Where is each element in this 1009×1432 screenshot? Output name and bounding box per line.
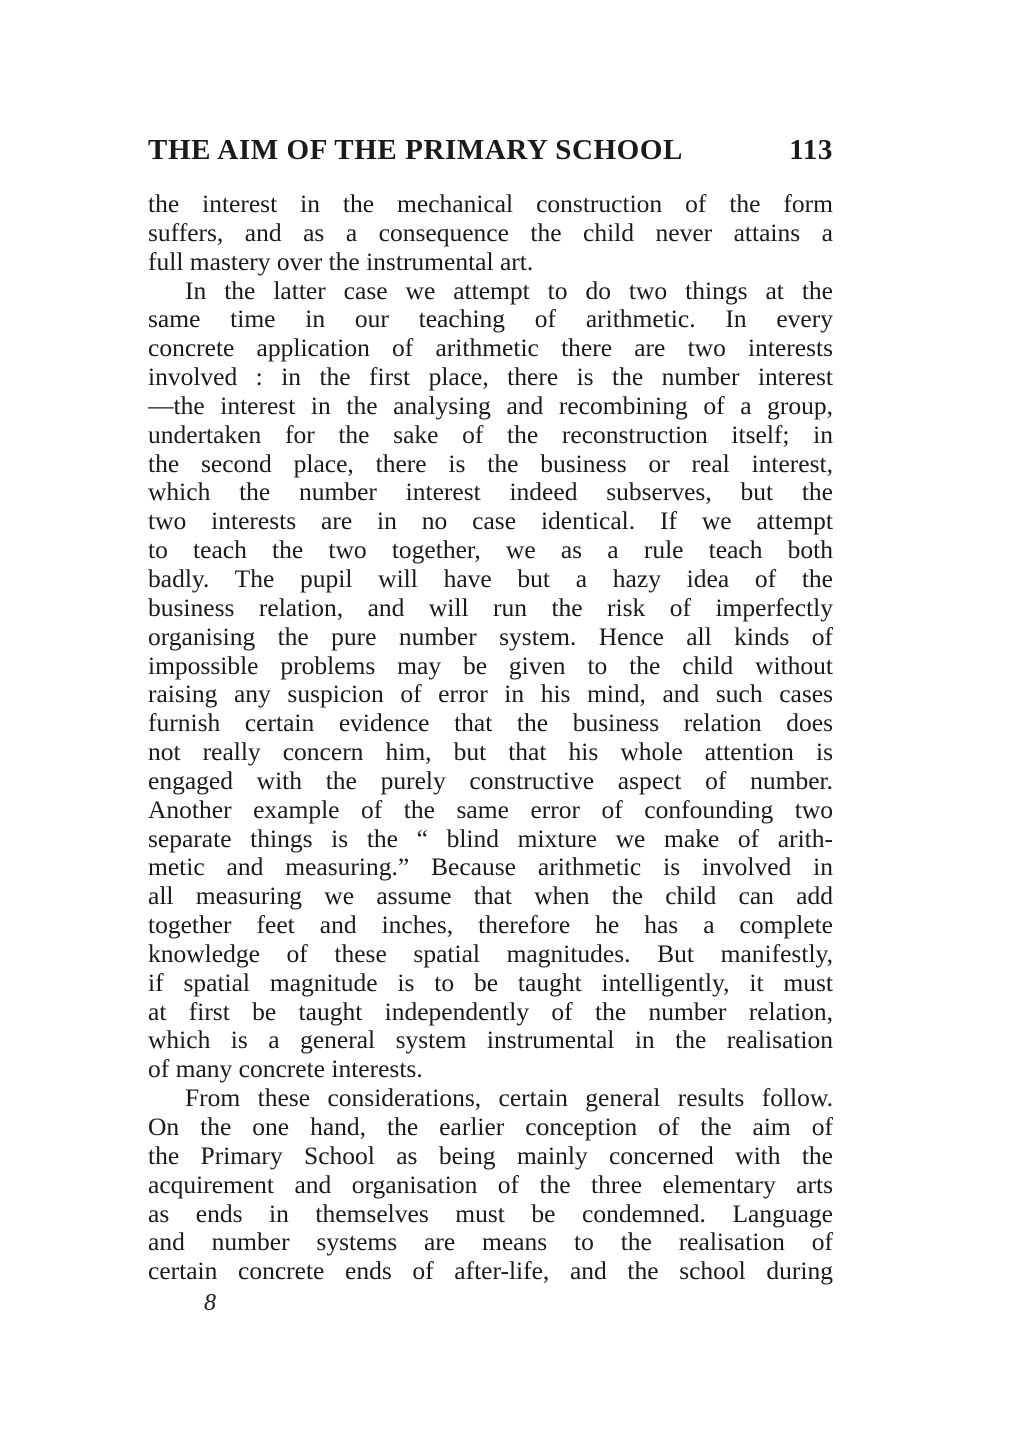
text-line: impossible problems may be given to the child without xyxy=(148,650,833,680)
text-line: the second place, there is the business or real interest, xyxy=(148,448,833,478)
text-line: badly. The pupil will have but a hazy idea of the xyxy=(148,563,833,593)
text-line: In the latter case we attempt to do two things at the xyxy=(185,275,833,305)
signature-mark: 8 xyxy=(204,1290,216,1316)
text-line: business relation, and will run the risk of imperfectly xyxy=(148,592,833,622)
text-line: furnish certain evidence that the business relation does xyxy=(148,708,833,738)
text-line: to teach the two together, we as a rule teach both xyxy=(148,535,833,565)
text-line: engaged with the purely constructive aspect of number. xyxy=(148,765,833,795)
text-line: raising any suspicion of error in his mind, and such cases xyxy=(148,679,833,709)
text-line: if spatial magnitude is to be taught intelligently, it must xyxy=(148,967,833,997)
text-line: suffers, and as a consequence the child never attains a xyxy=(148,217,833,247)
text-line: same time in our teaching of arithmetic. In every xyxy=(148,304,833,334)
text-line: certain concrete ends of after-life, and the school during xyxy=(148,1256,833,1286)
text-line: together feet and inches, therefore he has a complete xyxy=(148,910,833,940)
page-number: 113 xyxy=(789,134,833,166)
text-line: involved : in the first place, there is the number interest xyxy=(148,362,833,392)
text-line: which is a general system instrumental in the realisation xyxy=(148,1025,833,1055)
text-line: From these considerations, certain general results follow. xyxy=(185,1083,833,1113)
running-header xyxy=(148,134,833,174)
text-line: not really concern him, but that his whole attention is xyxy=(148,737,833,767)
text-line: acquirement and organisation of the three elementary arts xyxy=(148,1169,833,1199)
text-line: metic and measuring.” Because arithmetic is involved in xyxy=(148,852,833,882)
text-line: undertaken for the sake of the reconstruction itself; in xyxy=(148,419,833,449)
text-line: at first be taught independently of the number relation, xyxy=(148,996,833,1026)
text-line: organising the pure number system. Hence all kinds of xyxy=(148,621,833,651)
text-line: full mastery over the instrumental art. xyxy=(148,246,534,276)
text-line: separate things is the “ blind mixture we make of arith- xyxy=(148,823,833,853)
text-line: and number systems are means to the realisation of xyxy=(148,1227,833,1257)
chapter-title: THE AIM OF THE PRIMARY SCHOOL xyxy=(148,134,683,166)
paragraph-3 xyxy=(148,1084,833,1286)
paragraph-1 xyxy=(148,190,833,277)
text-line: as ends in themselves must be condemned. Language xyxy=(148,1198,833,1228)
paragraph-2 xyxy=(148,277,833,1085)
text-line: knowledge of these spatial magnitudes. But manifestly, xyxy=(148,938,833,968)
text-line: all measuring we assume that when the child can add xyxy=(148,881,833,911)
text-line: the Primary School as being mainly concerned with the xyxy=(148,1140,833,1170)
text-line: Another example of the same error of confounding two xyxy=(148,794,833,824)
text-line: concrete application of arithmetic there are two interests xyxy=(148,333,833,363)
text-line: the interest in the mechanical construction of the form xyxy=(148,189,833,218)
body-text xyxy=(148,190,833,1286)
text-line: —the interest in the analysing and recombining of a group, xyxy=(148,390,833,420)
text-line: of many concrete interests. xyxy=(148,1054,423,1084)
text-line: two interests are in no case identical. If we attempt xyxy=(148,506,833,536)
text-line: On the one hand, the earlier conception of the aim of xyxy=(148,1112,833,1141)
text-line: which the number interest indeed subserves, but the xyxy=(148,477,833,507)
